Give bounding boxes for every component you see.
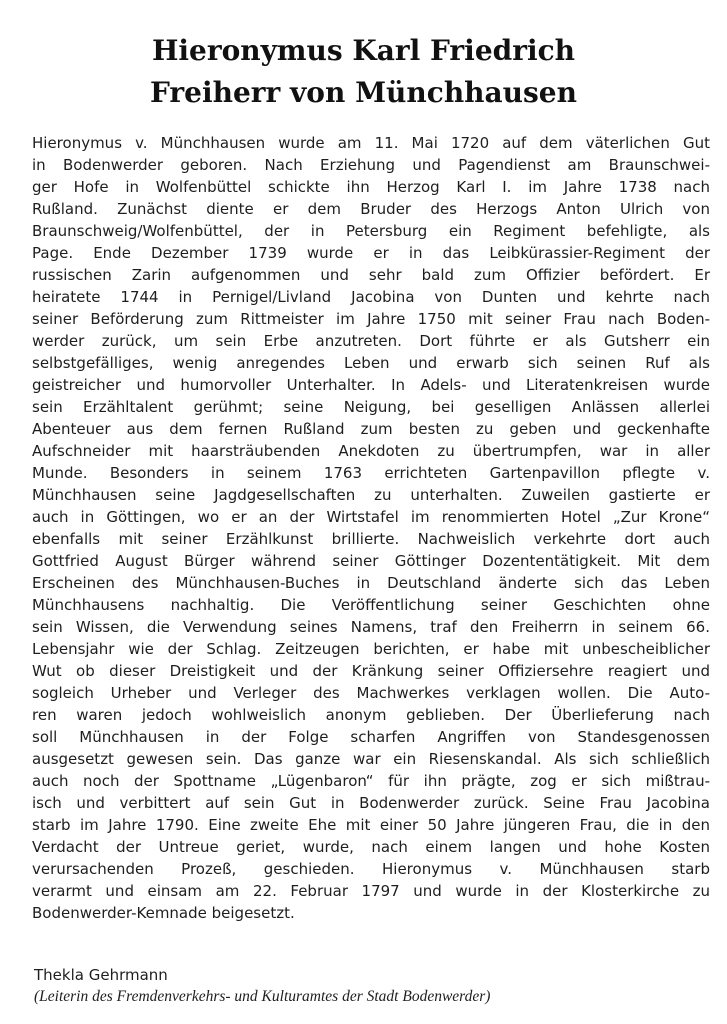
- text-line: isch und verbittert auf sein Gut in Bodenwerder zurück. Seine Frau Jacobina: [32, 794, 710, 812]
- text-line: Erscheinen des Münchhausen-Buches in Deutschland änderte sich das Leben: [32, 574, 710, 592]
- text-line: Münchhausen seine Jagdgesellschaften zu unterhalten. Zuweilen gastierte er: [32, 486, 710, 504]
- text-line: Wut ob dieser Dreistigkeit und der Kränkung seiner Offiziersehre reagiert und: [32, 662, 710, 680]
- text-line: sein Wissen, die Verwendung seines Namens, traf den Freiherrn in seinem 66.: [32, 618, 710, 636]
- text-line: sogleich Urheber und Verleger des Machwerkes verklagen wollen. Die Auto-: [32, 684, 710, 702]
- text-line: auch noch der Spottname „Lügenbaron“ für ihn prägte, zog er sich mißtrau-: [32, 772, 710, 790]
- text-line: verarmt und einsam am 22. Februar 1797 und wurde in der Klosterkirche zu: [32, 882, 710, 900]
- text-line: verursachenden Prozeß, geschieden. Hieronymus v. Münchhausen starb: [32, 860, 710, 878]
- text-line: heiratete 1744 in Pernigel/Livland Jacobina von Dunten und kehrte nach: [32, 288, 710, 306]
- text-line: werder zurück, um sein Erbe anzutreten. Dort führte er als Gutsherr ein: [32, 332, 710, 350]
- text-line: Munde. Besonders in seinem 1763 errichteten Gartenpavillon pflegte v.: [32, 464, 710, 482]
- text-line: seiner Beförderung zum Rittmeister im Jahre 1750 mit seiner Frau nach Boden-: [32, 310, 710, 328]
- text-line: russischen Zarin aufgenommen und sehr bald zum Offizier befördert. Er: [32, 266, 710, 284]
- text-line: Lebensjahr wie der Schlag. Zeitzeugen berichten, er habe mit unbescheiblicher: [32, 640, 710, 658]
- text-line: auch in Göttingen, wo er an der Wirtstafel im renommierten Hotel „Zur Krone“: [32, 508, 710, 526]
- text-line: soll Münchhausen in der Folge scharfen Angriffen von Standesgenossen: [32, 728, 710, 746]
- text-line: ausgesetzt gewesen sein. Das ganze war ein Riesenskandal. Als sich schließlich: [32, 750, 710, 768]
- body-paragraph: [32, 132, 710, 924]
- text-line: ebenfalls mit seiner Erzählkunst brillierte. Nachweislich verkehrte dort auch: [32, 530, 710, 548]
- text-line: sein Erzähltalent gerühmt; seine Neigung, bei geselligen Anlässen allerlei: [32, 398, 710, 416]
- text-line: Bodenwerder-Kemnade beigesetzt.: [32, 904, 295, 922]
- text-line: Gottfried August Bürger während seiner Göttinger Dozententätigkeit. Mit dem: [32, 552, 710, 570]
- text-line: geistreicher und humorvoller Unterhalter. In Adels- und Literatenkreisen wurde: [32, 376, 710, 394]
- text-line: ren waren jedoch wohlweislich anonym geblieben. Der Überlieferung nach: [32, 706, 710, 724]
- text-line: Verdacht der Untreue geriet, wurde, nach einem langen und hohe Kosten: [32, 838, 710, 856]
- text-line: Rußland. Zunächst diente er dem Bruder des Herzogs Anton Ulrich von: [32, 200, 710, 218]
- title-line-1: Hieronymus Karl Friedrich: [151, 34, 576, 67]
- author-name: Thekla Gehrmann: [34, 966, 168, 984]
- author-affiliation: (Leiterin des Fremdenverkehrs- und Kulturamtes der Stadt Bodenwerder): [34, 988, 491, 1005]
- title-line-2: Freiherr von Münchhausen: [150, 76, 577, 109]
- page-title: [0, 30, 727, 114]
- text-line: Hieronymus v. Münchhausen wurde am 11. Mai 1720 auf dem väterlichen Gut: [32, 134, 710, 152]
- text-line: in Bodenwerder geboren. Nach Erziehung und Pagendienst am Braunschwei-: [32, 156, 710, 174]
- text-line: Page. Ende Dezember 1739 wurde er in das Leibkürassier-Regiment der: [32, 244, 710, 262]
- text-line: Münchhausens nachhaltig. Die Veröffentlichung seiner Geschichten ohne: [32, 596, 710, 614]
- text-line: Aufschneider mit haarsträubenden Anekdoten zu übertrumpfen, war in aller: [32, 442, 710, 460]
- text-line: starb im Jahre 1790. Eine zweite Ehe mit einer 50 Jahre jüngeren Frau, die in den: [32, 816, 710, 834]
- text-line: ger Hofe in Wolfenbüttel schickte ihn Herzog Karl I. im Jahre 1738 nach: [32, 178, 710, 196]
- text-line: Braunschweig/Wolfenbüttel, der in Petersburg ein Regiment befehligte, als: [32, 222, 710, 240]
- text-line: Abenteuer aus dem fernen Rußland zum besten zu geben und geckenhafte: [32, 420, 710, 438]
- text-line: selbstgefälliges, wenig anregendes Leben und erwarb sich seinen Ruf als: [32, 354, 710, 372]
